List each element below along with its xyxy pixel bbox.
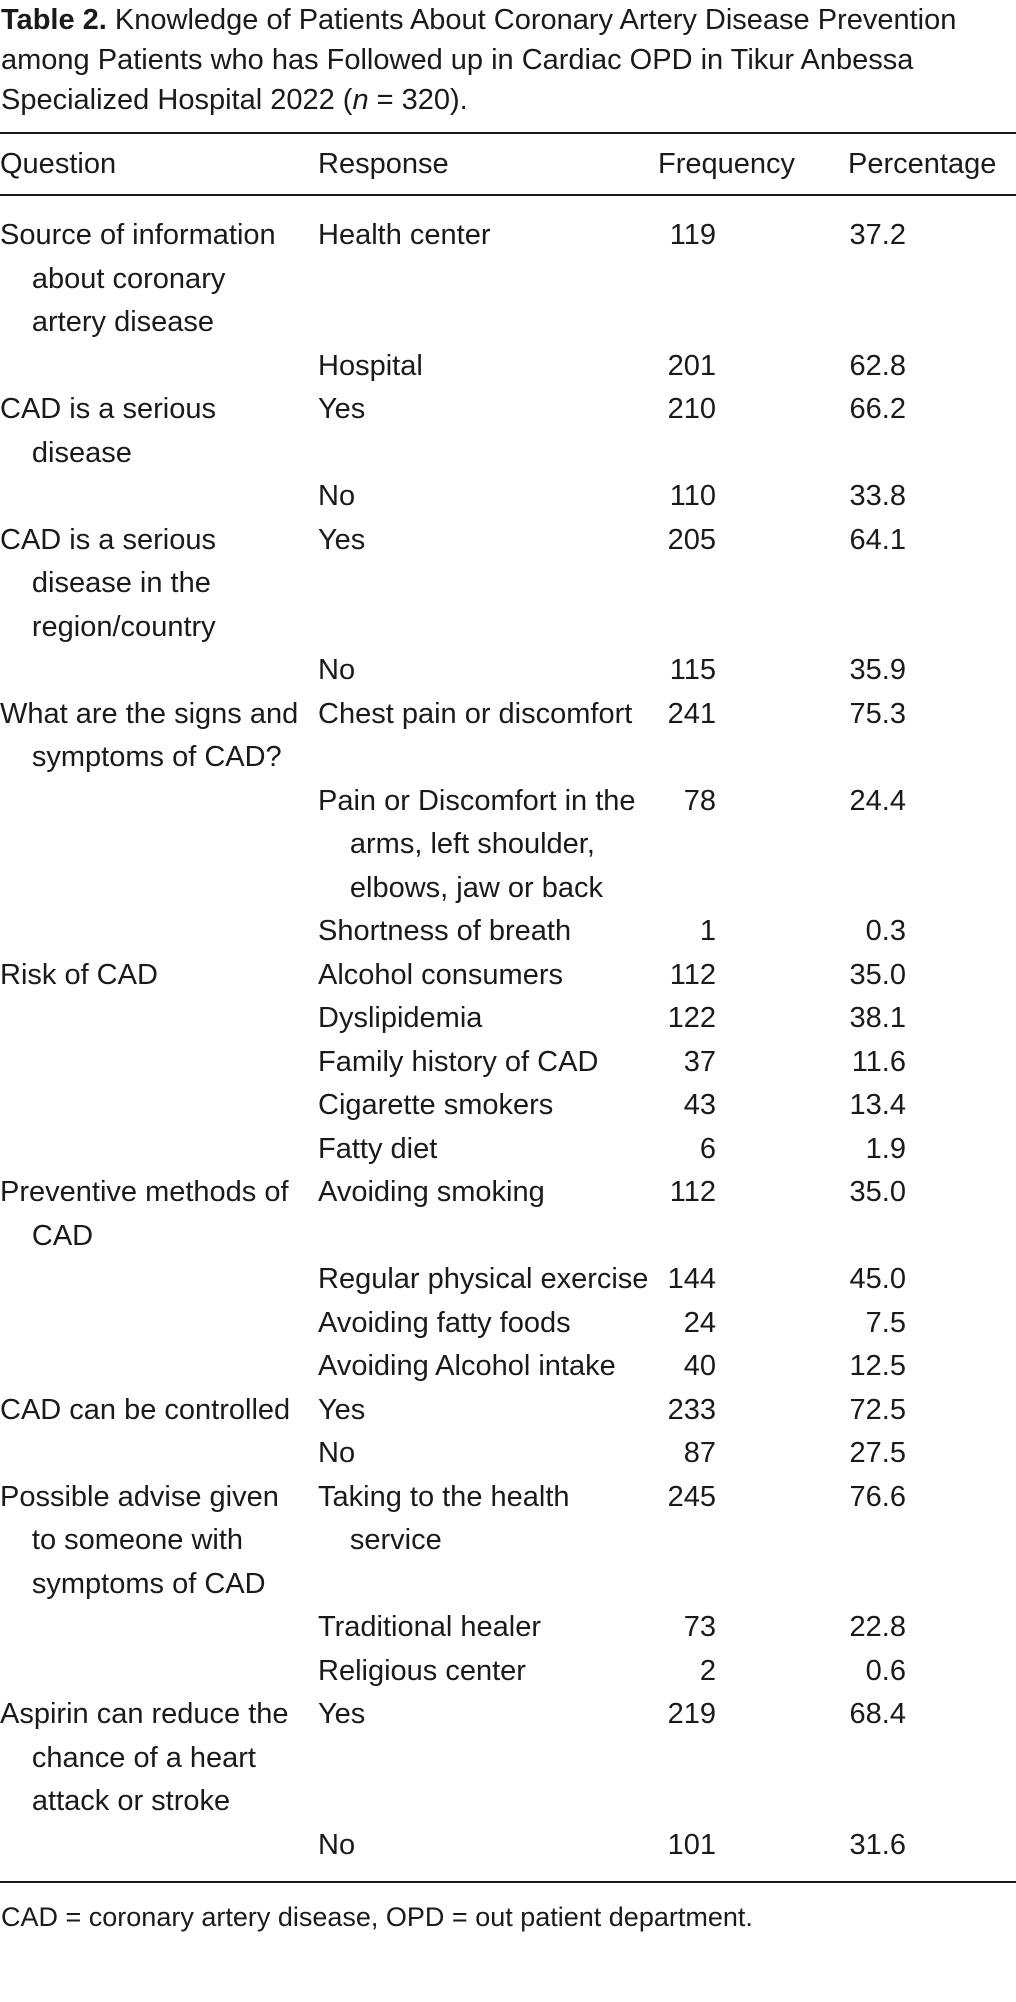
cell-question: CAD is a serious disease in the region/country <box>0 523 216 643</box>
table-row <box>0 1693 1016 1824</box>
table-row <box>0 910 1016 954</box>
cell-question <box>0 1084 318 1128</box>
cell-response: Taking to the health service <box>318 1480 570 1556</box>
cell-question <box>0 345 318 389</box>
table-row <box>0 1476 1016 1607</box>
frequency-value: 43 <box>683 1089 716 1121</box>
cell-percentage <box>848 1345 1016 1389</box>
cell-response: Shortness of breath <box>318 915 572 947</box>
percentage-value: 66.2 <box>849 393 906 425</box>
cell-frequency <box>658 345 848 389</box>
percentage-value: 22.8 <box>849 1611 906 1643</box>
cell-question <box>0 649 318 693</box>
table-row <box>0 649 1016 693</box>
cell-question <box>0 1432 318 1476</box>
cell-frequency <box>658 1650 848 1694</box>
cell-frequency <box>658 910 848 954</box>
cell-percentage <box>848 1432 1016 1476</box>
cell-question <box>0 1128 318 1172</box>
percentage-value: 27.5 <box>849 1437 906 1469</box>
cell-response: No <box>318 480 356 512</box>
percentage-value: 13.4 <box>849 1089 906 1121</box>
cell-frequency <box>658 519 848 650</box>
frequency-value: 119 <box>669 219 716 251</box>
header-question: Question <box>0 148 117 180</box>
table-row <box>0 1824 1016 1882</box>
percentage-value: 45.0 <box>849 1263 906 1295</box>
cell-percentage <box>848 1824 1016 1882</box>
table-footnote: CAD = coronary artery disease, OPD = out patient department. <box>1 1902 753 1932</box>
table-row <box>0 1084 1016 1128</box>
table-row <box>0 1606 1016 1650</box>
percentage-value: 0.3 <box>865 915 906 947</box>
cell-question: Source of information about coronary artery disease <box>0 219 276 338</box>
cell-frequency <box>658 997 848 1041</box>
percentage-value: 33.8 <box>849 480 906 512</box>
cell-percentage <box>848 1128 1016 1172</box>
cell-response: Yes <box>318 393 366 425</box>
cell-response: No <box>318 654 356 686</box>
frequency-value: 219 <box>667 1698 716 1730</box>
frequency-value: 241 <box>667 697 716 730</box>
cell-question <box>0 997 318 1041</box>
frequency-value: 115 <box>669 654 716 686</box>
cell-frequency <box>658 475 848 519</box>
cell-response: Family history of CAD <box>318 1045 599 1078</box>
percentage-value: 12.5 <box>849 1350 906 1382</box>
frequency-value: 112 <box>669 958 716 991</box>
cell-percentage <box>848 693 1016 780</box>
cell-response: Yes <box>318 1698 366 1730</box>
cell-question <box>0 1258 318 1302</box>
cell-response: Religious center <box>318 1654 526 1687</box>
cell-frequency <box>658 1171 848 1258</box>
table-row <box>0 1258 1016 1302</box>
header-percentage: Percentage <box>848 148 997 180</box>
cell-frequency <box>658 1824 848 1882</box>
cell-question <box>0 1302 318 1346</box>
table-row <box>0 345 1016 389</box>
cell-question: Aspirin can reduce the chance of a heart attack or stroke <box>0 1698 289 1817</box>
table-row <box>0 195 1016 345</box>
frequency-value: 122 <box>667 1002 716 1034</box>
header-frequency: Frequency <box>658 148 796 180</box>
table-row <box>0 388 1016 475</box>
cell-percentage <box>848 1389 1016 1433</box>
frequency-value: 2 <box>699 1654 716 1687</box>
cell-response: Hospital <box>318 349 423 382</box>
table-row <box>0 954 1016 998</box>
cell-percentage <box>848 1258 1016 1302</box>
header-response: Response <box>318 148 449 180</box>
cell-question <box>0 1650 318 1694</box>
frequency-value: 201 <box>667 349 716 382</box>
cell-frequency <box>658 649 848 693</box>
cell-response: No <box>318 1828 356 1861</box>
cell-percentage <box>848 954 1016 998</box>
cell-frequency <box>658 954 848 998</box>
cell-question <box>0 910 318 954</box>
cell-frequency <box>658 195 848 345</box>
cell-frequency <box>658 693 848 780</box>
cell-percentage <box>848 1041 1016 1085</box>
table-row <box>0 1389 1016 1433</box>
cell-response: Avoiding smoking <box>318 1176 545 1208</box>
cell-question <box>0 475 318 519</box>
frequency-value: 110 <box>669 480 716 512</box>
cell-question: Possible advise given to someone with symptoms of CAD <box>0 1480 279 1600</box>
table-row <box>0 1128 1016 1172</box>
cell-percentage <box>848 649 1016 693</box>
table-row <box>0 519 1016 650</box>
cell-percentage <box>848 1084 1016 1128</box>
percentage-value: 37.2 <box>849 219 906 251</box>
cell-response: Dyslipidemia <box>318 1002 483 1034</box>
table-caption <box>0 0 1015 120</box>
cell-percentage <box>848 388 1016 475</box>
percentage-value: 35.0 <box>849 1176 906 1208</box>
cell-percentage <box>848 195 1016 345</box>
percentage-value: 31.6 <box>849 1828 906 1861</box>
table-row <box>0 475 1016 519</box>
table-body <box>0 195 1016 1881</box>
cell-frequency <box>658 1389 848 1433</box>
cell-question <box>0 1824 318 1882</box>
caption-n-symbol: n <box>352 84 369 116</box>
cell-question: CAD can be controlled <box>0 1393 291 1426</box>
cell-frequency <box>658 780 848 911</box>
table-row <box>0 1302 1016 1346</box>
cell-frequency <box>658 1693 848 1824</box>
percentage-value: 11.6 <box>851 1045 906 1078</box>
table-label: Table 2. <box>1 4 107 36</box>
cell-question <box>0 1606 318 1650</box>
cell-response: Fatty diet <box>318 1132 438 1165</box>
cell-question: CAD is a serious disease <box>0 393 216 469</box>
percentage-value: 75.3 <box>849 697 906 730</box>
cell-response: Cigarette smokers <box>318 1089 554 1121</box>
cell-response: Alcohol consumers <box>318 958 563 991</box>
cell-response: Yes <box>318 523 366 556</box>
cell-response: Health center <box>318 219 491 251</box>
cell-frequency <box>658 1606 848 1650</box>
frequency-value: 78 <box>683 784 716 817</box>
cell-response: Avoiding Alcohol intake <box>318 1350 616 1382</box>
cell-percentage <box>848 1171 1016 1258</box>
percentage-value: 76.6 <box>849 1480 906 1513</box>
frequency-value: 205 <box>667 523 716 556</box>
cell-percentage <box>848 475 1016 519</box>
cell-frequency <box>658 388 848 475</box>
caption-text: Knowledge of Patients About Coronary Artery Disease Prevention among Patients who has Followed up in Cardiac OPD in Tikur Anbessa Specialized Hospital 2022 ( <box>1 4 957 116</box>
table-row <box>0 780 1016 911</box>
frequency-value: 210 <box>667 393 716 425</box>
cell-frequency <box>658 1084 848 1128</box>
cell-frequency <box>658 1432 848 1476</box>
percentage-value: 24.4 <box>849 784 906 817</box>
percentage-value: 0.6 <box>865 1654 906 1687</box>
bottom-rule <box>0 1881 1016 1883</box>
header-row <box>0 134 1016 195</box>
cell-question <box>0 780 318 911</box>
cell-response: Traditional healer <box>318 1611 541 1643</box>
cell-response: No <box>318 1437 356 1469</box>
percentage-value: 1.9 <box>865 1132 906 1165</box>
cell-response: Avoiding fatty foods <box>318 1306 571 1339</box>
percentage-value: 35.0 <box>849 958 906 991</box>
cell-question: Preventive methods of CAD <box>0 1176 289 1252</box>
percentage-value: 62.8 <box>849 349 906 382</box>
table-row <box>0 997 1016 1041</box>
table-row <box>0 1650 1016 1694</box>
percentage-value: 38.1 <box>849 1002 906 1034</box>
frequency-value: 245 <box>667 1480 716 1513</box>
cell-question <box>0 1345 318 1389</box>
cell-percentage <box>848 345 1016 389</box>
percentage-value: 7.5 <box>865 1306 906 1339</box>
cell-response: Yes <box>318 1393 366 1426</box>
frequency-value: 6 <box>699 1132 716 1165</box>
frequency-value: 37 <box>683 1045 716 1078</box>
cell-frequency <box>658 1041 848 1085</box>
table-row <box>0 1171 1016 1258</box>
cell-frequency <box>658 1258 848 1302</box>
cell-frequency <box>658 1345 848 1389</box>
frequency-value: 144 <box>667 1263 716 1295</box>
cell-percentage <box>848 910 1016 954</box>
cell-question <box>0 1041 318 1085</box>
cell-percentage <box>848 1650 1016 1694</box>
table-row <box>0 1345 1016 1389</box>
cell-frequency <box>658 1302 848 1346</box>
percentage-value: 72.5 <box>849 1393 906 1426</box>
cell-percentage <box>848 780 1016 911</box>
frequency-value: 40 <box>683 1350 716 1382</box>
table-row <box>0 1432 1016 1476</box>
cell-percentage <box>848 1693 1016 1824</box>
cell-question: Risk of CAD <box>0 958 158 991</box>
percentage-value: 35.9 <box>849 654 906 686</box>
cell-frequency <box>658 1128 848 1172</box>
cell-response: Regular physical exercise <box>318 1263 649 1295</box>
cell-percentage <box>848 1606 1016 1650</box>
table-row <box>0 1041 1016 1085</box>
frequency-value: 101 <box>667 1828 716 1861</box>
cell-response: Chest pain or discomfort <box>318 697 633 730</box>
caption-text-end: = 320). <box>368 84 468 116</box>
frequency-value: 73 <box>683 1611 716 1643</box>
percentage-value: 68.4 <box>849 1698 906 1730</box>
knowledge-table <box>0 134 1016 1881</box>
percentage-value: 64.1 <box>849 523 906 556</box>
cell-frequency <box>658 1476 848 1607</box>
frequency-value: 87 <box>683 1437 716 1469</box>
cell-percentage <box>848 1302 1016 1346</box>
table-row <box>0 693 1016 780</box>
cell-percentage <box>848 519 1016 650</box>
cell-percentage <box>848 1476 1016 1607</box>
cell-percentage <box>848 997 1016 1041</box>
cell-question: What are the signs and symptoms of CAD? <box>0 697 299 773</box>
frequency-value: 24 <box>683 1306 716 1339</box>
frequency-value: 233 <box>667 1393 716 1426</box>
frequency-value: 1 <box>699 915 716 947</box>
frequency-value: 112 <box>669 1176 716 1208</box>
cell-response: Pain or Discomfort in the arms, left shoulder, elbows, jaw or back <box>318 784 636 904</box>
